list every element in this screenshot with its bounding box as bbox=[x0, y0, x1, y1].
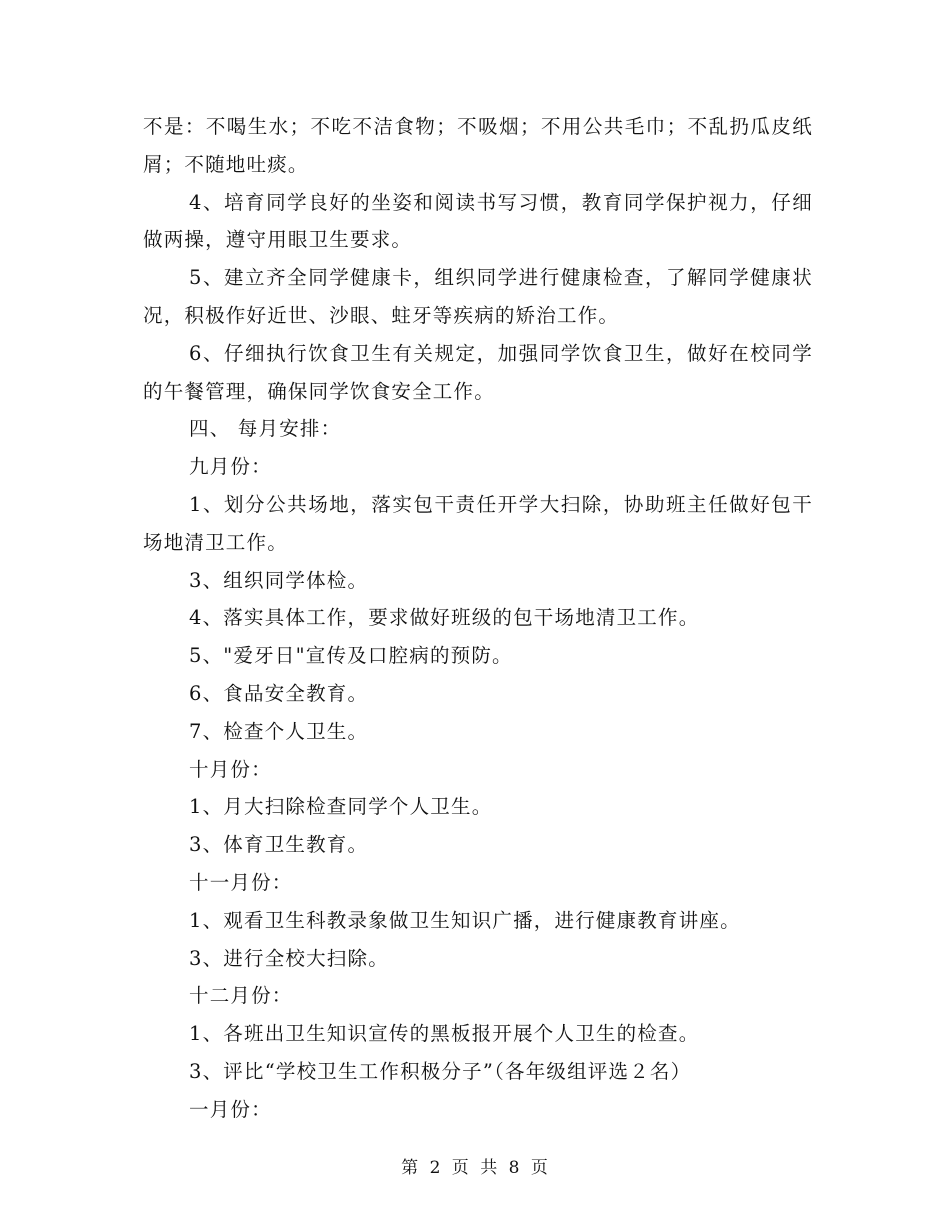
list-item: 5、"爱牙日"宣传及口腔病的预防。 bbox=[189, 644, 513, 668]
page-footer: 第 2 页 共 8 页 bbox=[401, 1158, 549, 1178]
list-item: 3、体育卫生教育。 bbox=[189, 833, 369, 857]
list-item: 6、食品安全教育。 bbox=[189, 681, 369, 705]
list-item: 4、落实具体工作，要求做好班级的包干场地清卫工作。 bbox=[189, 606, 700, 630]
list-item: 3、进行全校大扫除。 bbox=[189, 946, 389, 970]
list-item: 7、检查个人卫生。 bbox=[189, 719, 369, 743]
list-item: 1、各班出卫生知识宣传的黑板报开展个人卫生的检查。 bbox=[189, 1022, 700, 1046]
month-heading-december: 十二月份： bbox=[189, 984, 293, 1008]
paragraph-item-6-food-hygiene: 6、仔细执行饮食卫生有关规定，加强同学饮食卫生，做好在校同学的午餐管理，确保同学饮食安全工作。 bbox=[143, 341, 813, 403]
list-item: 3、组织同学体检。 bbox=[189, 568, 369, 592]
month-heading-november: 十一月份： bbox=[189, 870, 293, 894]
list-item: 1、观看卫生科教录象做卫生知识广播，进行健康教育讲座。 bbox=[189, 908, 741, 932]
month-heading-september: 九月份： bbox=[189, 455, 272, 479]
section-heading-monthly-plan: 四、 每月安排： bbox=[189, 417, 342, 441]
paragraph-continued: 不是：不喝生水；不吃不洁食物；不吸烟；不用公共毛巾；不乱扔瓜皮纸屑；不随地吐痰。 bbox=[143, 115, 813, 176]
paragraph-item-5-health-card: 5、建立齐全同学健康卡，组织同学进行健康检查，了解同学健康状况，积极作好近世、沙眼、蛀牙等疾病的矫治工作。 bbox=[143, 266, 813, 327]
list-item: 1、划分公共场地，落实包干责任开学大扫除，协助班主任做好包干场地清卫工作。 bbox=[143, 492, 813, 554]
list-item: 3、评比“学校卫生工作积极分子”（各年级组评选２名） bbox=[189, 1059, 692, 1083]
paragraph-item-4-posture: 4、培育同学良好的坐姿和阅读书写习惯，教育同学保护视力，仔细做两操，遵守用眼卫生要求。 bbox=[143, 190, 813, 252]
list-item: 1、月大扫除检查同学个人卫生。 bbox=[189, 795, 493, 819]
month-heading-january: 一月份： bbox=[189, 1097, 272, 1121]
document-body bbox=[143, 108, 813, 1129]
month-heading-october: 十月份： bbox=[189, 757, 272, 781]
